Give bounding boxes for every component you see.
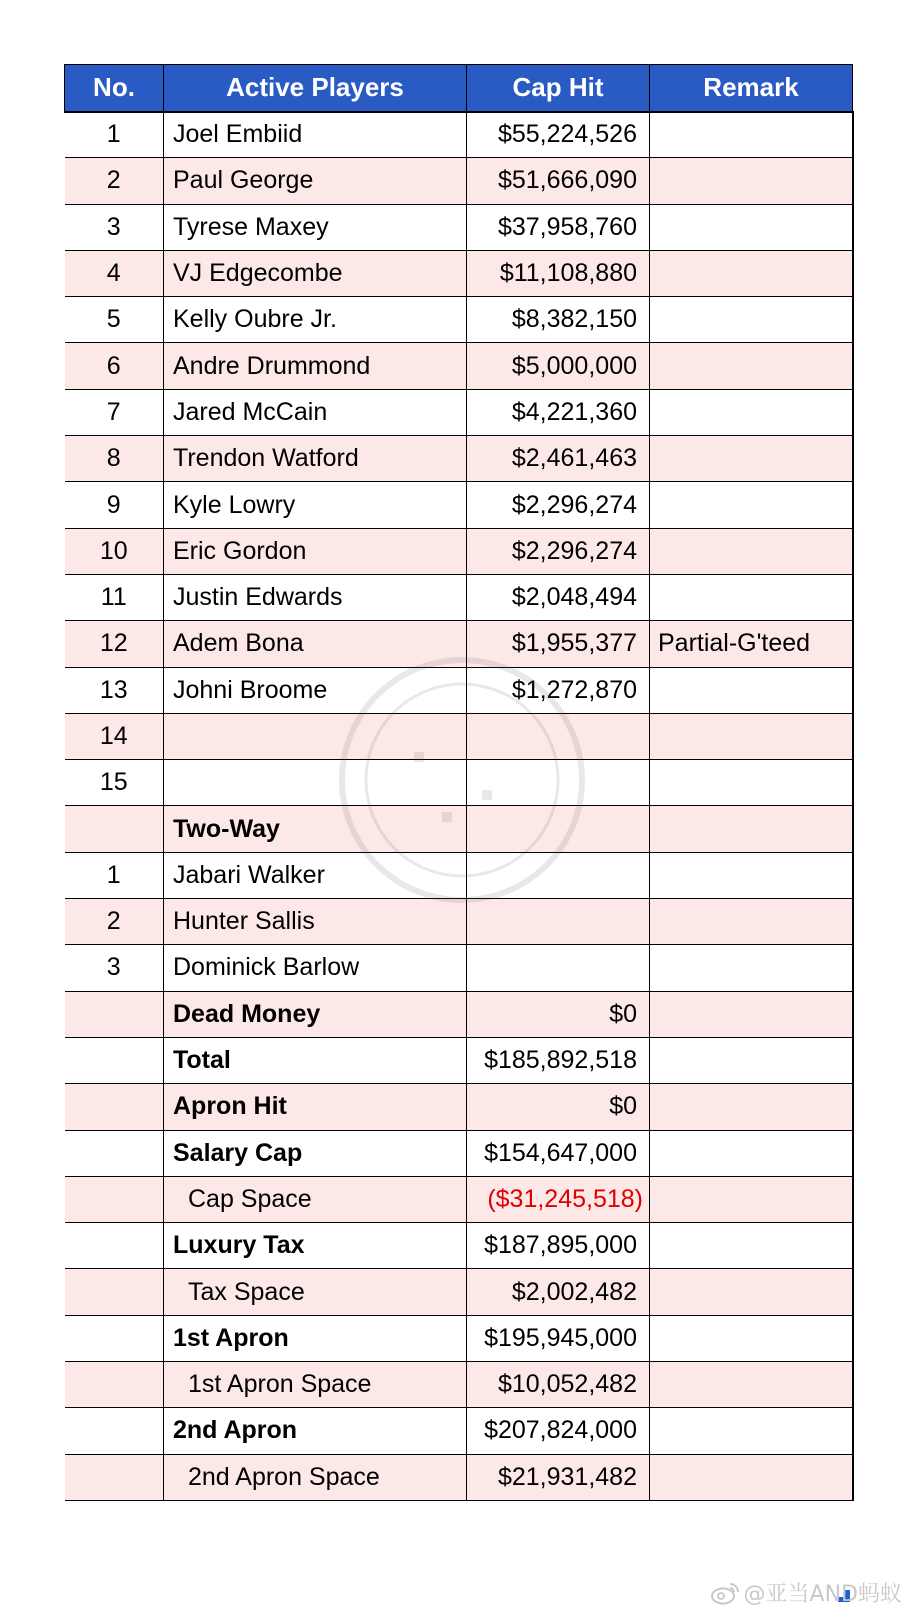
- cell-no: 7: [65, 389, 164, 435]
- cell-cap-hit: [467, 713, 650, 759]
- cell-cap-hit: $5,000,000: [467, 343, 650, 389]
- cell-no: [65, 1408, 164, 1454]
- table-row: [65, 1454, 853, 1500]
- cell-player-name: Justin Edwards: [164, 574, 467, 620]
- cell-remark: [650, 1176, 853, 1222]
- cell-no: 15: [65, 760, 164, 806]
- table-row: [65, 1223, 853, 1269]
- cell-player-name: Apron Hit: [164, 1084, 467, 1130]
- cell-player-name: VJ Edgecombe: [164, 250, 467, 296]
- header-no: No.: [65, 65, 164, 112]
- cell-no: 12: [65, 621, 164, 667]
- table-row: [65, 1130, 853, 1176]
- cell-cap-hit: $8,382,150: [467, 297, 650, 343]
- cell-no: 9: [65, 482, 164, 528]
- table-row: [65, 1176, 853, 1222]
- table-row: [65, 1408, 853, 1454]
- cell-remark: [650, 436, 853, 482]
- cell-remark: [650, 528, 853, 574]
- cell-cap-hit: $2,048,494: [467, 574, 650, 620]
- cell-player-name: 1st Apron Space: [164, 1362, 467, 1408]
- table-body: [65, 112, 853, 1501]
- cell-remark: [650, 1223, 853, 1269]
- cell-remark: [650, 112, 853, 158]
- table-header: [65, 65, 853, 112]
- cell-no: 6: [65, 343, 164, 389]
- cell-cap-hit: $4,221,360: [467, 389, 650, 435]
- cell-cap-hit: [467, 945, 650, 991]
- cell-player-name: 1st Apron: [164, 1315, 467, 1361]
- table-row: [65, 250, 853, 296]
- cell-player-name: Tax Space: [164, 1269, 467, 1315]
- cell-player-name: Cap Space: [164, 1176, 467, 1222]
- table-row: [65, 204, 853, 250]
- cell-no: 3: [65, 945, 164, 991]
- cell-remark: [650, 482, 853, 528]
- cell-player-name: Johni Broome: [164, 667, 467, 713]
- cell-cap-hit: $0: [467, 1084, 650, 1130]
- cell-player-name: Paul George: [164, 158, 467, 204]
- cell-no: [65, 806, 164, 852]
- cell-player-name: Kyle Lowry: [164, 482, 467, 528]
- cell-no: 4: [65, 250, 164, 296]
- cell-player-name: [164, 760, 467, 806]
- cell-no: [65, 991, 164, 1037]
- cell-no: [65, 1362, 164, 1408]
- header-row: [65, 65, 853, 112]
- cell-remark: [650, 899, 853, 945]
- cell-no: [65, 1084, 164, 1130]
- cell-cap-hit: $2,296,274: [467, 528, 650, 574]
- cell-remark: [650, 297, 853, 343]
- cell-cap-hit: $51,666,090: [467, 158, 650, 204]
- cell-no: 8: [65, 436, 164, 482]
- table-row: [65, 667, 853, 713]
- cell-no: [65, 1315, 164, 1361]
- cell-remark: [650, 1315, 853, 1361]
- cell-cap-hit: $1,272,870: [467, 667, 650, 713]
- cell-player-name: 2nd Apron Space: [164, 1454, 467, 1500]
- cell-player-name: Hunter Sallis: [164, 899, 467, 945]
- table-row: [65, 436, 853, 482]
- table-row: [65, 760, 853, 806]
- cell-remark: [650, 1130, 853, 1176]
- cell-player-name: Eric Gordon: [164, 528, 467, 574]
- cell-no: 13: [65, 667, 164, 713]
- cell-cap-hit: ($31,245,518): [467, 1176, 650, 1222]
- table-row: [65, 1084, 853, 1130]
- cell-remark: [650, 852, 853, 898]
- cell-cap-hit: [467, 852, 650, 898]
- cell-remark: [650, 158, 853, 204]
- weibo-icon: [710, 1581, 740, 1605]
- cell-cap-hit: $154,647,000: [467, 1130, 650, 1176]
- cell-remark: [650, 713, 853, 759]
- table-row: [65, 528, 853, 574]
- cell-no: 2: [65, 158, 164, 204]
- cell-remark: [650, 1269, 853, 1315]
- cell-player-name: Two-Way: [164, 806, 467, 852]
- cell-cap-hit: $1,955,377: [467, 621, 650, 667]
- cell-cap-hit: [467, 760, 650, 806]
- table-row: [65, 112, 853, 158]
- cell-player-name: Joel Embiid: [164, 112, 467, 158]
- cell-cap-hit: $0: [467, 991, 650, 1037]
- table-row: [65, 297, 853, 343]
- cell-cap-hit: [467, 899, 650, 945]
- cell-remark: [650, 1084, 853, 1130]
- header-cap-hit: Cap Hit: [467, 65, 650, 112]
- footer-handle-text: @亚当AND蚂蚁: [743, 1582, 902, 1607]
- header-active-players: Active Players: [164, 65, 467, 112]
- table-row: [65, 158, 853, 204]
- cell-no: [65, 1037, 164, 1083]
- cell-player-name: Total: [164, 1037, 467, 1083]
- cell-cap-hit: $207,824,000: [467, 1408, 650, 1454]
- cell-no: [65, 1130, 164, 1176]
- cell-cap-hit: $11,108,880: [467, 250, 650, 296]
- cell-remark: [650, 1454, 853, 1500]
- table-row: [65, 1362, 853, 1408]
- cell-player-name: Dead Money: [164, 991, 467, 1037]
- cell-no: 14: [65, 713, 164, 759]
- cell-cap-hit: $195,945,000: [467, 1315, 650, 1361]
- cell-player-name: 2nd Apron: [164, 1408, 467, 1454]
- cell-remark: [650, 806, 853, 852]
- table-row: [65, 1037, 853, 1083]
- cell-player-name: Trendon Watford: [164, 436, 467, 482]
- cell-no: 1: [65, 112, 164, 158]
- cell-player-name: Jabari Walker: [164, 852, 467, 898]
- cell-cap-hit: $185,892,518: [467, 1037, 650, 1083]
- cell-remark: [650, 760, 853, 806]
- cell-player-name: Jared McCain: [164, 389, 467, 435]
- cap-sheet-table: [64, 64, 854, 1501]
- table-row: [65, 806, 853, 852]
- cell-no: [65, 1176, 164, 1222]
- cell-remark: [650, 389, 853, 435]
- cell-cap-hit: $10,052,482: [467, 1362, 650, 1408]
- table-row: [65, 343, 853, 389]
- table-row: [65, 713, 853, 759]
- cell-no: 1: [65, 852, 164, 898]
- cell-cap-hit: [467, 806, 650, 852]
- footer-handle: [710, 1577, 902, 1608]
- table-row: [65, 574, 853, 620]
- cell-remark: Partial-G'teed: [650, 621, 853, 667]
- cell-remark: [650, 204, 853, 250]
- cell-no: 10: [65, 528, 164, 574]
- cell-player-name: Dominick Barlow: [164, 945, 467, 991]
- table-row: [65, 945, 853, 991]
- cell-remark: [650, 1362, 853, 1408]
- cell-cap-hit: $2,002,482: [467, 1269, 650, 1315]
- header-remark: Remark: [650, 65, 853, 112]
- cell-no: 3: [65, 204, 164, 250]
- cell-player-name: Tyrese Maxey: [164, 204, 467, 250]
- cell-player-name: Salary Cap: [164, 1130, 467, 1176]
- cell-remark: [650, 343, 853, 389]
- cell-remark: [650, 574, 853, 620]
- cell-remark: [650, 667, 853, 713]
- cell-cap-hit: $37,958,760: [467, 204, 650, 250]
- table-row: [65, 1269, 853, 1315]
- cell-remark: [650, 1037, 853, 1083]
- cell-cap-hit: $187,895,000: [467, 1223, 650, 1269]
- table-row: [65, 852, 853, 898]
- cell-remark: [650, 1408, 853, 1454]
- cell-no: [65, 1269, 164, 1315]
- cell-player-name: Kelly Oubre Jr.: [164, 297, 467, 343]
- table-row: [65, 899, 853, 945]
- cell-remark: [650, 250, 853, 296]
- cell-cap-hit: $21,931,482: [467, 1454, 650, 1500]
- cell-cap-hit: $2,296,274: [467, 482, 650, 528]
- cell-player-name: [164, 713, 467, 759]
- table-row: [65, 1315, 853, 1361]
- cell-player-name: Luxury Tax: [164, 1223, 467, 1269]
- cell-no: 2: [65, 899, 164, 945]
- table-row: [65, 621, 853, 667]
- cell-cap-hit: $55,224,526: [467, 112, 650, 158]
- cell-remark: [650, 991, 853, 1037]
- cell-remark: [650, 945, 853, 991]
- cell-no: 5: [65, 297, 164, 343]
- table-row: [65, 389, 853, 435]
- cell-player-name: Adem Bona: [164, 621, 467, 667]
- table-row: [65, 482, 853, 528]
- cell-no: 11: [65, 574, 164, 620]
- cell-no: [65, 1223, 164, 1269]
- cell-no: [65, 1454, 164, 1500]
- cell-player-name: Andre Drummond: [164, 343, 467, 389]
- cell-cap-hit: $2,461,463: [467, 436, 650, 482]
- table-row: [65, 991, 853, 1037]
